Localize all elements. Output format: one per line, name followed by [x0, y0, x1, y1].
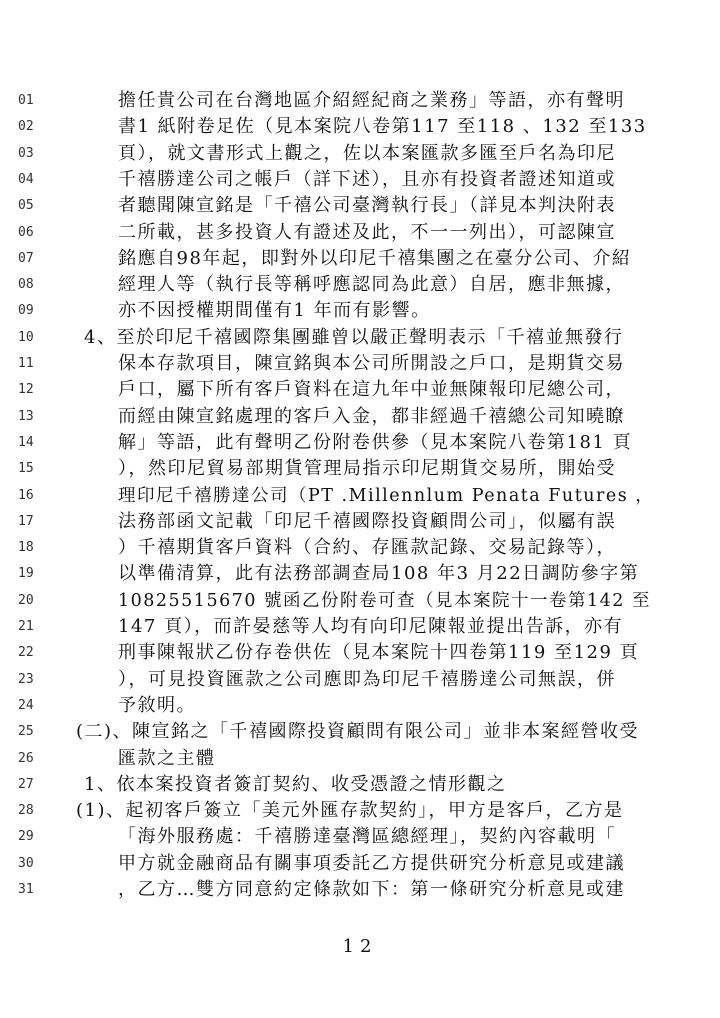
document-line [0, 667, 720, 693]
line-number: 28 [18, 803, 34, 819]
line-number: 12 [18, 382, 34, 398]
line-text: 亦不因授權期間僅有1 年而有影響。 [118, 300, 431, 322]
line-number: 13 [18, 408, 34, 424]
document-line [0, 561, 720, 587]
document-line [0, 746, 720, 772]
line-number: 06 [18, 224, 34, 240]
document-line [0, 272, 720, 298]
line-number: 08 [18, 277, 34, 293]
line-text: 刑事陳報狀乙份存卷供佐（見本案院十四卷第119 至129 頁 [118, 642, 640, 664]
document-line [0, 693, 720, 719]
line-text: 者聽聞陳宣銘是「千禧公司臺灣執行長」（詳見本判決附表 [118, 195, 616, 217]
line-text: 經理人等（執行長等稱呼應認同為此意）自居，應非無據， [118, 274, 625, 296]
line-text: 擔任貴公司在台灣地區介紹經紀商之業務」等語，亦有聲明 [118, 90, 625, 111]
document-line [0, 404, 720, 430]
line-text: (1)、起初客戶簽立「美元外匯存款契約」，甲方是客戶，乙方是 [76, 800, 624, 822]
line-number: 04 [18, 171, 34, 187]
document-line [0, 588, 720, 614]
page-number: 12 [342, 936, 378, 957]
line-number: 27 [18, 776, 34, 792]
line-text: 千禧勝達公司之帳戶（詳下述），且亦有投資者證述知道或 [118, 168, 616, 190]
line-number: 30 [18, 855, 34, 871]
document-line [0, 851, 720, 877]
document-line [0, 509, 720, 535]
document-line [0, 640, 720, 666]
line-number: 16 [18, 487, 34, 503]
document-line [0, 877, 720, 903]
line-text: 書1 紙附卷足佐（見本案院八卷第117 至118 、132 至133 [118, 116, 647, 138]
line-text: 保本存款項目，陳宣銘與本公司所開設之戶口，是期貨交易 [118, 353, 625, 374]
line-number: 02 [18, 119, 34, 135]
line-number: 24 [18, 697, 34, 713]
line-text: ，乙方…雙方同意約定條款如下：第一條研究分析意見或建 [118, 879, 625, 900]
line-text: ），可見投資匯款之公司應即為印尼千禧勝達公司無誤，併 [118, 668, 616, 690]
line-number: 05 [18, 198, 34, 214]
line-text: 10825515670 號函乙份附卷可查（見本案院十一卷第142 至 [118, 590, 652, 611]
line-text: 匯款之主體 [118, 747, 216, 769]
line-number: 18 [18, 540, 34, 556]
line-number: 01 [18, 93, 34, 108]
line-number: 25 [18, 724, 34, 740]
line-number: 21 [18, 619, 34, 634]
document-line [0, 298, 720, 324]
line-text: 銘應自98年起，即對外以印尼千禧集團之在臺分公司、介紹 [118, 247, 632, 269]
line-text: 法務部函文記載「印尼千禧國際投資顧問公司」，似屬有誤 [118, 510, 616, 532]
line-text: ）千禧期貨客戶資料（合約、存匯款記錄、交易記錄等）， [118, 537, 616, 559]
line-text: 頁），就文書形式上觀之，佐以本案匯款多匯至戶名為印尼 [118, 142, 616, 164]
document-line [0, 246, 720, 272]
line-text: ），然印尼貿易部期貨管理局指示印尼期貨交易所，開始受 [118, 458, 616, 480]
document-line [0, 614, 720, 640]
line-text: (二)、陳宣銘之「千禧國際投資顧問有限公司」並非本案經營收受 [76, 721, 640, 743]
document-line [0, 824, 720, 850]
line-number: 07 [18, 250, 34, 266]
document-line [0, 88, 720, 114]
document-line [0, 456, 720, 482]
document-line [0, 351, 720, 377]
document-line [0, 483, 720, 509]
line-number: 15 [18, 461, 34, 477]
line-number: 09 [18, 303, 34, 319]
line-number: 23 [18, 671, 34, 687]
line-text: 解」等語，此有聲明乙份附卷供參（見本案院八卷第181 頁 [118, 431, 633, 453]
line-number: 19 [18, 566, 34, 582]
document-line [0, 167, 720, 193]
line-number: 10 [18, 329, 34, 345]
line-text: 予敘明。 [118, 694, 196, 716]
line-text: 戶口，屬下所有客戶資料在這九年中並無陳報印尼總公司， [118, 379, 625, 401]
document-line [0, 193, 720, 219]
line-text: 「海外服務處：千禧勝達臺灣區總經理」，契約內容載明「 [118, 826, 616, 848]
document-line [0, 114, 720, 140]
line-text: 二所載，甚多投資人有證述及此，不一一列出），可認陳宣 [118, 221, 616, 243]
document-line [0, 719, 720, 745]
line-number: 29 [18, 829, 34, 845]
line-text: 4、至於印尼千禧國際集團雖曾以嚴正聲明表示「千禧並無發行 [84, 326, 624, 348]
line-text: 而經由陳宣銘處理的客戶入金，都非經過千禧總公司知曉瞭 [118, 405, 625, 427]
line-text: 147 頁），而許晏慈等人均有向印尼陳報並提出告訴，亦有 [118, 616, 624, 637]
document-line [0, 377, 720, 403]
line-text: 以準備清算，此有法務部調查局108 年3 月22日調防參字第 [118, 563, 640, 585]
line-number: 17 [18, 513, 34, 529]
document-line [0, 141, 720, 167]
line-number: 11 [18, 356, 34, 371]
document-line [0, 798, 720, 824]
line-number: 26 [18, 750, 34, 766]
document-line [0, 220, 720, 246]
line-number: 14 [18, 434, 34, 450]
line-text: 1、依本案投資者簽訂契約、收受憑證之情形觀之 [84, 773, 507, 795]
document-line [0, 430, 720, 456]
document-line [0, 772, 720, 798]
line-number: 31 [18, 882, 34, 897]
line-text: 甲方就金融商品有關事項委託乙方提供研究分析意見或建議 [118, 852, 625, 874]
line-text: 理印尼千禧勝達公司（PT .Millennlum Penata Futures ， [118, 485, 655, 506]
line-number: 20 [18, 592, 34, 608]
document-line [0, 535, 720, 561]
document-line [0, 325, 720, 351]
line-number: 22 [18, 645, 34, 661]
line-number: 03 [18, 145, 34, 161]
